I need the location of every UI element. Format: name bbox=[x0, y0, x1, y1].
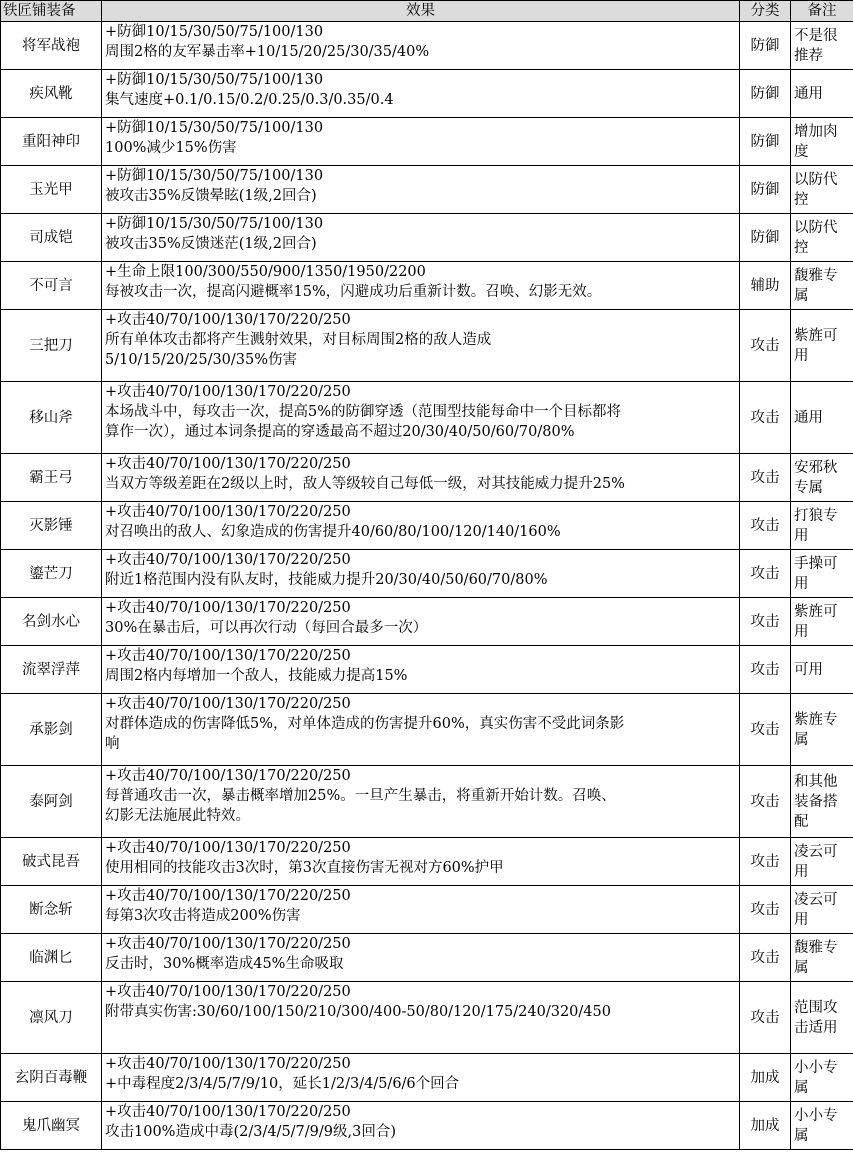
equipment-effect bbox=[102, 934, 740, 982]
table-row bbox=[1, 310, 853, 382]
equipment-name: 不可言 bbox=[1, 262, 102, 310]
equipment-note: 安邪秋专属 bbox=[791, 454, 853, 502]
equipment-effect bbox=[102, 382, 740, 454]
effect-line: +防御10/15/30/50/75/100/130 bbox=[105, 168, 324, 184]
equipment-category: 攻击 bbox=[740, 550, 791, 598]
header-note: 备注 bbox=[791, 1, 853, 22]
equipment-note: 以防代控 bbox=[791, 166, 853, 214]
equipment-name: 三把刀 bbox=[1, 310, 102, 382]
equipment-category: 攻击 bbox=[740, 838, 791, 886]
effect-line: +攻击40/70/100/130/170/220/250 bbox=[105, 504, 351, 520]
equipment-category: 攻击 bbox=[740, 694, 791, 766]
header-category: 分类 bbox=[740, 1, 791, 22]
effect-line: 30%在暴击后，可以再次行动（每回合最多一次） bbox=[105, 620, 428, 636]
effect-line: 附近1格范围内没有队友时，技能威力提升20/30/40/50/60/70/80% bbox=[105, 572, 548, 588]
header-equipment: 铁匠铺装备 bbox=[1, 1, 102, 22]
equipment-effect bbox=[102, 262, 740, 310]
equipment-category: 防御 bbox=[740, 166, 791, 214]
effect-line: 本场战斗中，每攻击一次，提高5%的防御穿透（范围型技能每命中一个目标都将 bbox=[105, 404, 622, 420]
equipment-note: 范围攻击适用 bbox=[791, 982, 853, 1054]
table-row bbox=[1, 694, 853, 766]
effect-line: +攻击40/70/100/130/170/220/250 bbox=[105, 648, 351, 664]
table-row bbox=[1, 646, 853, 694]
equipment-note: 小小专属 bbox=[791, 1102, 853, 1150]
equipment-name: 将军战袍 bbox=[1, 22, 102, 70]
equipment-category: 攻击 bbox=[740, 982, 791, 1054]
equipment-note: 紫旌可用 bbox=[791, 310, 853, 382]
effect-line: +攻击40/70/100/130/170/220/250 bbox=[105, 1056, 351, 1072]
equipment-category: 加成 bbox=[740, 1102, 791, 1150]
effect-line: +防御10/15/30/50/75/100/130 bbox=[105, 120, 324, 136]
equipment-note: 通用 bbox=[791, 382, 853, 454]
effect-line: 被攻击35%反馈迷茫(1级,2回合) bbox=[105, 236, 317, 252]
header-row bbox=[1, 1, 853, 22]
equipment-category: 攻击 bbox=[740, 598, 791, 646]
equipment-name: 泰阿剑 bbox=[1, 766, 102, 838]
equipment-note: 紫旌可用 bbox=[791, 598, 853, 646]
equipment-name: 临渊匕 bbox=[1, 934, 102, 982]
equipment-note: 以防代控 bbox=[791, 214, 853, 262]
equipment-category: 防御 bbox=[740, 118, 791, 166]
equipment-category: 攻击 bbox=[740, 766, 791, 838]
equipment-effect bbox=[102, 454, 740, 502]
equipment-effect bbox=[102, 70, 740, 118]
effect-line: 每被攻击一次，提高闪避概率15%，闪避成功后重新计数。召唤、幻影无效。 bbox=[105, 284, 602, 300]
equipment-category: 防御 bbox=[740, 214, 791, 262]
effect-line: +防御10/15/30/50/75/100/130 bbox=[105, 72, 324, 88]
effect-line: 幻影无法施展此特效。 bbox=[105, 808, 250, 824]
effect-line: 对群体造成的伤害降低5%，对单体造成的伤害提升60%，真实伤害不受此词条影 bbox=[105, 716, 625, 732]
equipment-name: 凛风刀 bbox=[1, 982, 102, 1054]
equipment-category: 攻击 bbox=[740, 886, 791, 934]
effect-line: +攻击40/70/100/130/170/220/250 bbox=[105, 936, 351, 952]
effect-line: 对召唤出的敌人、幻象造成的伤害提升40/60/80/100/120/140/160% bbox=[105, 524, 561, 540]
effect-line: 每第3次攻击将造成200%伤害 bbox=[105, 908, 301, 924]
equipment-note: 馥雅专属 bbox=[791, 262, 853, 310]
effect-line: +生命上限100/300/550/900/1350/1950/2200 bbox=[105, 264, 426, 280]
equipment-note: 馥雅专属 bbox=[791, 934, 853, 982]
equipment-name: 灭影锤 bbox=[1, 502, 102, 550]
equipment-effect bbox=[102, 118, 740, 166]
table-row bbox=[1, 454, 853, 502]
equipment-name: 断念斩 bbox=[1, 886, 102, 934]
effect-line: +防御10/15/30/50/75/100/130 bbox=[105, 24, 324, 40]
effect-line: 使用相同的技能攻击3次时，第3次直接伤害无视对方60%护甲 bbox=[105, 860, 504, 876]
equipment-category: 攻击 bbox=[740, 646, 791, 694]
table-row bbox=[1, 214, 853, 262]
equipment-category: 加成 bbox=[740, 1054, 791, 1102]
effect-line: +攻击40/70/100/130/170/220/250 bbox=[105, 696, 351, 712]
effect-line: 当双方等级差距在2级以上时，敌人等级较自己每低一级，对其技能威力提升25% bbox=[105, 476, 625, 492]
equipment-note: 紫旌专属 bbox=[791, 694, 853, 766]
table-row bbox=[1, 262, 853, 310]
equipment-effect bbox=[102, 982, 740, 1054]
effect-line: 集气速度+0.1/0.15/0.2/0.25/0.3/0.35/0.4 bbox=[105, 92, 394, 108]
equipment-name: 重阳神印 bbox=[1, 118, 102, 166]
equipment-category: 攻击 bbox=[740, 454, 791, 502]
equipment-note: 增加肉度 bbox=[791, 118, 853, 166]
effect-line: +攻击40/70/100/130/170/220/250 bbox=[105, 312, 351, 328]
equipment-note: 手操可用 bbox=[791, 550, 853, 598]
effect-line: 攻击100%造成中毒(2/3/4/5/7/9/9级,3回合) bbox=[105, 1124, 396, 1140]
effect-line: 100%减少15%伤害 bbox=[105, 140, 237, 156]
equipment-effect bbox=[102, 598, 740, 646]
equipment-effect bbox=[102, 646, 740, 694]
table-row bbox=[1, 982, 853, 1054]
effect-line: 算作一次），通过本词条提高的穿透最高不超过20/30/40/50/60/70/80% bbox=[105, 424, 575, 440]
equipment-note: 可用 bbox=[791, 646, 853, 694]
effect-line: 5/10/15/20/25/30/35%伤害 bbox=[105, 352, 298, 368]
equipment-name: 司成铠 bbox=[1, 214, 102, 262]
effect-line: 所有单体攻击都将产生溅射效果，对目标周围2格的敌人造成 bbox=[105, 332, 492, 348]
table-row bbox=[1, 118, 853, 166]
equipment-note: 通用 bbox=[791, 70, 853, 118]
table-row bbox=[1, 934, 853, 982]
table-row bbox=[1, 22, 853, 70]
table-row bbox=[1, 70, 853, 118]
equipment-name: 霸王弓 bbox=[1, 454, 102, 502]
header-effect: 效果 bbox=[102, 1, 740, 22]
equipment-category: 攻击 bbox=[740, 502, 791, 550]
equipment-effect bbox=[102, 166, 740, 214]
effect-line: +攻击40/70/100/130/170/220/250 bbox=[105, 840, 351, 856]
table-row bbox=[1, 1054, 853, 1102]
table-row bbox=[1, 166, 853, 214]
equipment-name: 承影剑 bbox=[1, 694, 102, 766]
equipment-effect bbox=[102, 886, 740, 934]
equipment-note: 小小专属 bbox=[791, 1054, 853, 1102]
equipment-effect bbox=[102, 550, 740, 598]
equipment-name: 玄阴百毒鞭 bbox=[1, 1054, 102, 1102]
equipment-name: 鬼爪幽冥 bbox=[1, 1102, 102, 1150]
effect-line: +攻击40/70/100/130/170/220/250 bbox=[105, 984, 351, 1000]
effect-line: +攻击40/70/100/130/170/220/250 bbox=[105, 768, 351, 784]
table-row bbox=[1, 502, 853, 550]
equipment-category: 攻击 bbox=[740, 382, 791, 454]
table-row bbox=[1, 550, 853, 598]
equipment-effect bbox=[102, 766, 740, 838]
equipment-note: 凌云可用 bbox=[791, 886, 853, 934]
equipment-name: 流翠浮萍 bbox=[1, 646, 102, 694]
table-row bbox=[1, 838, 853, 886]
equipment-effect bbox=[102, 838, 740, 886]
equipment-note: 凌云可用 bbox=[791, 838, 853, 886]
effect-line: 被攻击35%反馈晕眩(1级,2回合) bbox=[105, 188, 317, 204]
effect-line: +攻击40/70/100/130/170/220/250 bbox=[105, 456, 351, 472]
effect-line: +攻击40/70/100/130/170/220/250 bbox=[105, 1104, 351, 1120]
table-row bbox=[1, 886, 853, 934]
equipment-name: 名剑水心 bbox=[1, 598, 102, 646]
equipment-name: 疾风靴 bbox=[1, 70, 102, 118]
effect-line: 每普通攻击一次，暴击概率增加25%。一旦产生暴击，将重新开始计数。召唤、 bbox=[105, 788, 616, 804]
equipment-category: 攻击 bbox=[740, 934, 791, 982]
equipment-effect bbox=[102, 1054, 740, 1102]
equipment-note: 不是很推荐 bbox=[791, 22, 853, 70]
equipment-effect bbox=[102, 22, 740, 70]
effect-line: +攻击40/70/100/130/170/220/250 bbox=[105, 888, 351, 904]
equipment-effect bbox=[102, 310, 740, 382]
effect-line: 响 bbox=[105, 736, 120, 752]
effect-line: +防御10/15/30/50/75/100/130 bbox=[105, 216, 324, 232]
equipment-effect bbox=[102, 1102, 740, 1150]
equipment-effect bbox=[102, 502, 740, 550]
equipment-name: 破式昆吾 bbox=[1, 838, 102, 886]
effect-line: +中毒程度2/3/4/5/7/9/10，延长1/2/3/4/5/6/6个回合 bbox=[105, 1076, 460, 1092]
equipment-category: 防御 bbox=[740, 22, 791, 70]
equipment-name: 鎏芒刀 bbox=[1, 550, 102, 598]
effect-line: +攻击40/70/100/130/170/220/250 bbox=[105, 600, 351, 616]
table-row bbox=[1, 766, 853, 838]
equipment-note: 打狼专用 bbox=[791, 502, 853, 550]
equipment-name: 移山斧 bbox=[1, 382, 102, 454]
table-row bbox=[1, 1102, 853, 1150]
table-row bbox=[1, 598, 853, 646]
equipment-note: 和其他装备搭配 bbox=[791, 766, 853, 838]
equipment-category: 攻击 bbox=[740, 310, 791, 382]
equipment-category: 辅助 bbox=[740, 262, 791, 310]
effect-line: 附带真实伤害:30/60/100/150/210/300/400-50/80/120/175/240/320/450 bbox=[105, 1004, 611, 1020]
equipment-effect bbox=[102, 214, 740, 262]
effect-line: +攻击40/70/100/130/170/220/250 bbox=[105, 552, 351, 568]
effect-line: 反击时，30%概率造成45%生命吸取 bbox=[105, 956, 344, 972]
equipment-name: 玉光甲 bbox=[1, 166, 102, 214]
table-row bbox=[1, 382, 853, 454]
equipment-category: 防御 bbox=[740, 70, 791, 118]
equipment-effect bbox=[102, 694, 740, 766]
effect-line: +攻击40/70/100/130/170/220/250 bbox=[105, 384, 351, 400]
effect-line: 周围2格内每增加一个敌人，技能威力提高15% bbox=[105, 668, 408, 684]
effect-line: 周围2格的友军暴击率+10/15/20/25/30/35/40% bbox=[105, 44, 430, 60]
